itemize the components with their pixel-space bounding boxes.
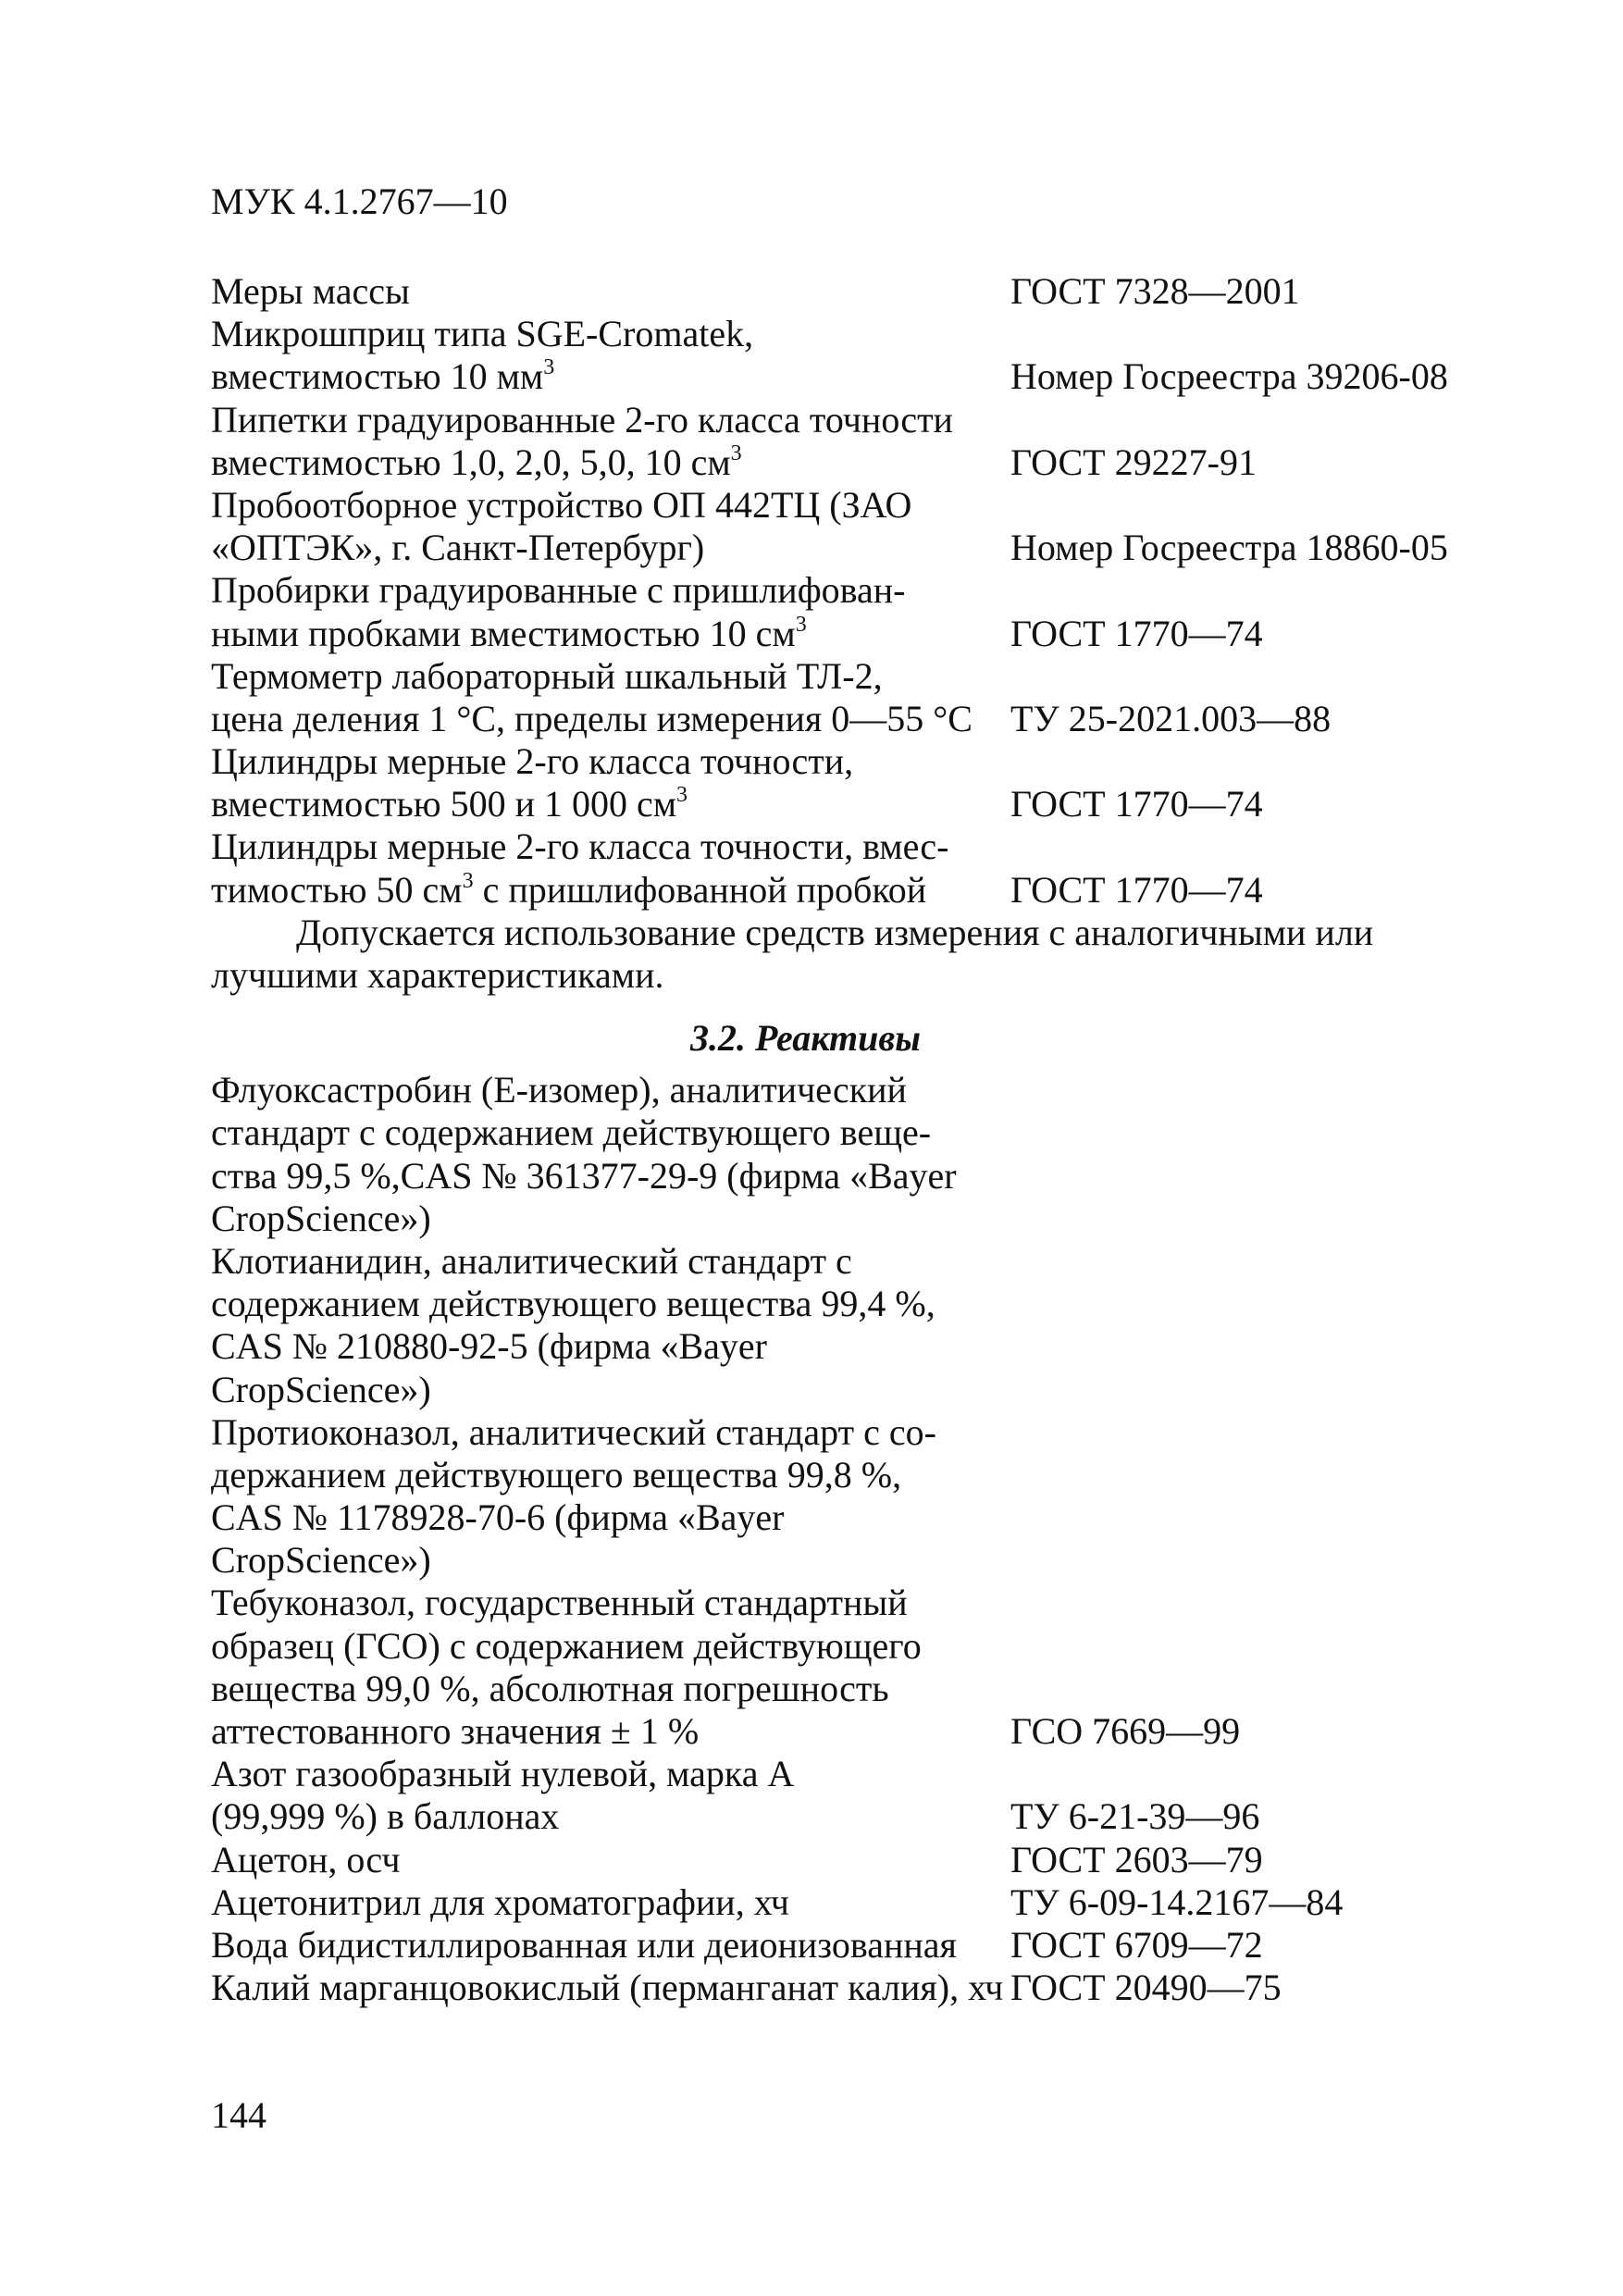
equipment-row xyxy=(211,825,1442,868)
equipment-item-name xyxy=(211,399,953,441)
equipment-item-text: Цилиндры мерные 2-го класса точности, xyxy=(211,740,854,783)
equipment-row xyxy=(211,313,1442,355)
equipment-item-text: вместимостью 500 и 1 000 см xyxy=(211,783,677,825)
equipment-row xyxy=(211,655,1442,698)
reagent-item-text: Тебуконазол, государственный стандартный xyxy=(211,1582,908,1624)
equipment-standard-ref: ГОСТ 7328—2001 xyxy=(1010,270,1300,312)
reagent-item-name xyxy=(211,1369,431,1411)
reagent-item-text: стандарт с содержанием действующего веще- xyxy=(211,1111,932,1154)
equipment-row xyxy=(211,355,1448,398)
equipment-item-text: Микрошприц типа SGE-Cromatek, xyxy=(211,313,754,355)
reagent-row xyxy=(211,1839,1442,1881)
equipment-item-name xyxy=(211,484,911,527)
reagent-item-text: Вода бидистиллированная или деионизованная xyxy=(211,1923,957,1966)
reagent-row xyxy=(211,1795,1442,1838)
equipment-item-text-continued: с пришлифованной пробкой xyxy=(473,868,927,911)
reagent-item-name xyxy=(211,1454,901,1496)
reagent-item-name xyxy=(211,1111,931,1154)
equipment-standard-ref: ТУ 25-2021.003—88 xyxy=(1010,697,1332,739)
equipment-item-name xyxy=(211,740,853,783)
reagent-item-text: держанием действующего вещества 99,8 %, xyxy=(211,1453,902,1496)
equipment-row xyxy=(211,270,1442,313)
equipment-row xyxy=(211,399,1442,441)
equipment-item-name xyxy=(211,655,883,698)
equipment-item-text: Меры массы xyxy=(211,270,410,312)
equipment-standard-ref: Номер Госреестра 39206-08 xyxy=(1010,355,1448,398)
equipment-item-text: Пипетки градуированные 2-го класса точности xyxy=(211,398,953,441)
note-line-2 xyxy=(211,954,1442,997)
equipment-row xyxy=(211,740,1442,783)
reagent-row xyxy=(211,1496,1442,1539)
equipment-item-name xyxy=(211,355,554,398)
reagent-item-text: содержанием действующего вещества 99,4 %, xyxy=(211,1283,935,1325)
equipment-item-name xyxy=(211,313,753,355)
equipment-row xyxy=(211,569,1442,612)
reagent-item-name xyxy=(211,1839,400,1881)
reagent-item-name xyxy=(211,1795,559,1838)
reagent-row xyxy=(211,1625,1442,1668)
reagent-row xyxy=(211,1369,1442,1411)
reagent-row xyxy=(211,1924,1442,1967)
equipment-row xyxy=(211,441,1442,484)
equipment-row xyxy=(211,783,1442,825)
note-line-1 xyxy=(211,912,1442,954)
reagent-item-text: CropScience») xyxy=(211,1368,431,1410)
reagent-item-text: Флуоксастробин (Е-изомер), аналитический xyxy=(211,1069,907,1111)
reagent-item-text: CAS № 210880-92-5 (фирма «Bayer xyxy=(211,1325,767,1368)
equipment-item-name xyxy=(211,783,688,825)
reagent-row xyxy=(211,1539,1442,1582)
equipment-item-text: цена деления 1 °С, пределы измерения 0—55 °С xyxy=(211,697,973,739)
reagent-item-text: (99,999 %) в баллонах xyxy=(211,1795,560,1838)
equipment-item-text: «ОПТЭК», г. Санкт-Петербург) xyxy=(211,527,705,569)
reagent-row xyxy=(211,1325,1442,1368)
equipment-standard-ref: ГОСТ 29227-91 xyxy=(1010,441,1257,483)
document-code-header: МУК 4.1.2767—10 xyxy=(211,180,508,222)
reagent-item-text: ства 99,5 %,CAS № 361377-29-9 (фирма «Bayer xyxy=(211,1154,957,1197)
equipment-item-name xyxy=(211,441,742,484)
page-number: 144 xyxy=(211,2094,266,2136)
reagent-item-name xyxy=(211,1198,431,1240)
reagent-standard-ref: ТУ 6-09-14.2167—84 xyxy=(1010,1880,1344,1923)
reagent-item-name xyxy=(211,1881,789,1924)
reagent-item-name xyxy=(211,1710,699,1753)
equipment-item-name xyxy=(211,569,905,612)
equipment-item-text: Термометр лабораторный шкальный ТЛ-2, xyxy=(211,654,883,697)
reagent-item-name xyxy=(211,1753,794,1795)
reagent-row xyxy=(211,1240,1442,1283)
reagent-standard-ref: ГОСТ 6709—72 xyxy=(1010,1923,1263,1966)
equipment-standard-ref: Номер Госреестра 18860-05 xyxy=(1010,527,1448,569)
reagent-item-name xyxy=(211,1668,889,1710)
equipment-item-text: вместимостью 1,0, 2,0, 5,0, 10 см xyxy=(211,441,731,483)
reagent-item-text: Азот газообразный нулевой, марка А xyxy=(211,1753,795,1795)
reagent-standard-ref: ГОСТ 2603—79 xyxy=(1010,1838,1263,1880)
equipment-list xyxy=(211,270,1448,912)
superscript-unit: 3 xyxy=(543,355,555,380)
reagent-item-text: Ацетонитрил для хроматографии, хч xyxy=(211,1880,789,1923)
equipment-item-name xyxy=(211,869,926,912)
reagent-item-name xyxy=(211,1625,922,1668)
reagent-row xyxy=(211,1710,1442,1753)
section-heading xyxy=(211,997,1442,1069)
equipment-standard-ref: ГОСТ 1770—74 xyxy=(1010,612,1263,654)
reagent-item-text: CropScience») xyxy=(211,1539,431,1582)
reagent-item-name xyxy=(211,1283,935,1325)
equipment-item-text: Пробоотборное устройство ОП 442ТЦ (ЗАО xyxy=(211,483,912,526)
reagent-item-text: Протиоконазол, аналитический стандарт с со- xyxy=(211,1410,936,1453)
reagent-item-text: CropScience») xyxy=(211,1197,431,1239)
equipment-row xyxy=(211,869,1442,912)
reagent-item-text: Ацетон, осч xyxy=(211,1838,401,1880)
reagent-item-name xyxy=(211,1582,908,1624)
equipment-item-name xyxy=(211,270,410,313)
superscript-unit: 3 xyxy=(462,868,474,893)
reagent-item-name xyxy=(211,1069,907,1111)
reagent-item-name xyxy=(211,1240,852,1283)
equipment-standard-ref: ГОСТ 1770—74 xyxy=(1010,868,1263,911)
superscript-unit: 3 xyxy=(676,783,688,808)
reagent-item-text: Клотианидин, аналитический стандарт с xyxy=(211,1239,852,1282)
reagent-item-text: аттестованного значения ± 1 % xyxy=(211,1710,700,1752)
reagents-list xyxy=(211,1069,1442,2009)
reagent-item-name xyxy=(211,1924,957,1967)
reagent-item-text: образец (ГСО) с содержанием действующего xyxy=(211,1624,922,1667)
reagent-standard-ref: ГСО 7669—99 xyxy=(1010,1710,1241,1752)
equipment-item-text: Пробирки градуированные с пришлифован- xyxy=(211,569,906,612)
reagent-row xyxy=(211,1198,1442,1240)
reagent-item-name xyxy=(211,1496,784,1539)
equipment-item-name xyxy=(211,613,807,655)
reagent-row xyxy=(211,1283,1442,1325)
note-text-2: лучшими характеристиками. xyxy=(211,954,664,996)
equipment-item-name xyxy=(211,527,704,569)
equipment-item-text: вместимостью 10 мм xyxy=(211,355,544,398)
equipment-item-name xyxy=(211,825,948,868)
reagent-item-text: вещества 99,0 %, абсолютная погрешность xyxy=(211,1667,889,1709)
reagent-item-text: CAS № 1178928-70-6 (фирма «Bayer xyxy=(211,1496,785,1539)
reagent-item-name xyxy=(211,1539,431,1582)
note-text-1: Допускается использование средств измерения с аналогичными или xyxy=(296,911,1374,953)
reagent-row xyxy=(211,1069,1442,1111)
reagent-standard-ref: ТУ 6-21-39—96 xyxy=(1010,1795,1260,1838)
section-title: 3.2. Реактивы xyxy=(690,1017,921,1060)
reagent-row xyxy=(211,1582,1442,1624)
reagent-item-name xyxy=(211,1411,936,1454)
equipment-standard-ref: ГОСТ 1770—74 xyxy=(1010,783,1263,825)
reagent-item-name xyxy=(211,1325,767,1368)
reagent-row xyxy=(211,1967,1442,2009)
reagent-row xyxy=(211,1881,1442,1924)
reagent-row xyxy=(211,1155,1442,1198)
equipment-item-text: Цилиндры мерные 2-го класса точности, вмес- xyxy=(211,825,949,868)
equipment-item-name xyxy=(211,698,973,740)
reagent-row xyxy=(211,1111,1442,1154)
reagent-row xyxy=(211,1454,1442,1496)
reagent-item-name xyxy=(211,1967,1003,2009)
equipment-row xyxy=(211,698,1442,740)
superscript-unit: 3 xyxy=(795,612,807,637)
equipment-item-text: тимостью 50 см xyxy=(211,868,463,911)
reagent-item-name xyxy=(211,1155,957,1198)
reagent-row xyxy=(211,1753,1442,1795)
equipment-item-text: ными пробками вместимостью 10 см xyxy=(211,612,796,654)
reagent-standard-ref: ГОСТ 20490—75 xyxy=(1010,1967,1282,2009)
superscript-unit: 3 xyxy=(730,441,742,465)
reagent-item-text: Калий марганцовокислый (перманганат калия), хч xyxy=(211,1967,1004,2009)
reagent-row xyxy=(211,1411,1442,1454)
equipment-row xyxy=(211,613,1442,655)
equipment-row xyxy=(211,527,1448,569)
equipment-row xyxy=(211,484,1442,527)
document-content xyxy=(211,270,1448,2009)
reagent-row xyxy=(211,1668,1442,1710)
